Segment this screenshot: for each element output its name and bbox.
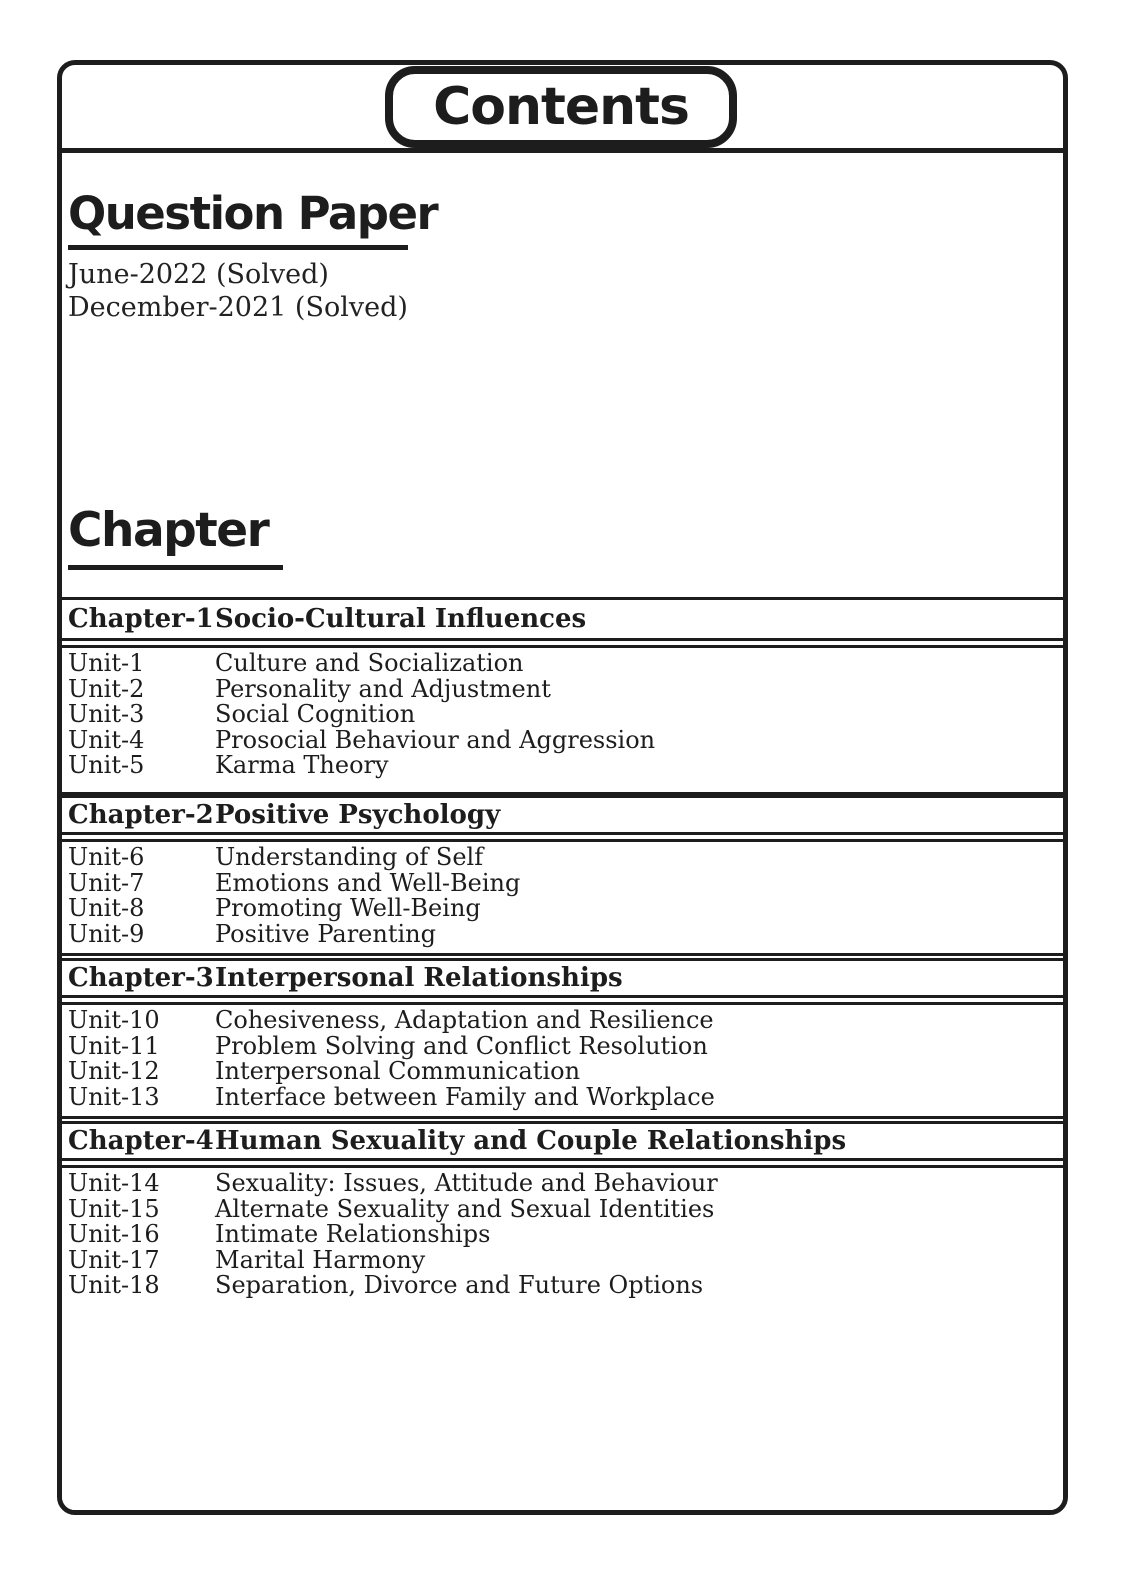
unit-title: Separation, Divorce and Future Options: [215, 1271, 704, 1300]
header-divider: [57, 148, 1068, 153]
unit-row: [68, 1171, 1065, 1197]
unit-title: Marital Harmony: [215, 1245, 426, 1274]
unit-title: Prosocial Behaviour and Aggression: [215, 725, 656, 754]
chapter-header-row: [57, 795, 1068, 835]
unit-group: [57, 839, 1068, 956]
unit-title: Emotions and Well-Being: [215, 868, 521, 897]
unit-label: Unit-18: [68, 1271, 160, 1300]
unit-title: Interpersonal Communication: [215, 1057, 581, 1086]
chapter-header-row: [57, 958, 1068, 998]
question-paper-underline: [68, 245, 408, 250]
chapter-heading: Chapter: [68, 503, 269, 558]
unit-title: Alternate Sexuality and Sexual Identities: [215, 1194, 715, 1223]
unit-row: [68, 1194, 1065, 1223]
chapter-header-row: [57, 1121, 1068, 1161]
unit-group: [57, 645, 1068, 795]
question-paper-list: [68, 258, 408, 324]
unit-row: [68, 651, 1065, 677]
chapter-label: Chapter-3: [68, 963, 214, 993]
unit-title: Sexuality: Issues, Attitude and Behaviour: [215, 1169, 718, 1197]
unit-label: Unit-8: [68, 894, 145, 923]
unit-row: [68, 845, 1065, 871]
unit-title: Positive Parenting: [215, 919, 436, 948]
page-title: Contents: [433, 77, 689, 137]
unit-label: Unit-14: [68, 1169, 160, 1197]
contents-badge: [385, 66, 737, 148]
unit-title: Social Cognition: [215, 700, 416, 729]
chapter-underline: [68, 565, 283, 570]
unit-label: Unit-12: [68, 1057, 160, 1086]
unit-title: Promoting Well-Being: [215, 894, 481, 923]
chapter-title: Human Sexuality and Couple Relationships: [215, 1126, 847, 1156]
unit-label: Unit-1: [68, 649, 145, 677]
unit-label: Unit-5: [68, 751, 145, 780]
unit-row: [68, 868, 1065, 897]
unit-label: Unit-9: [68, 919, 145, 948]
question-paper-item: June-2022 (Solved): [68, 259, 329, 290]
unit-label: Unit-3: [68, 700, 145, 729]
unit-row: [68, 725, 1065, 754]
unit-label: Unit-13: [68, 1082, 160, 1111]
unit-title: Culture and Socialization: [215, 649, 524, 677]
unit-group: [57, 1002, 1068, 1119]
unit-title: Cohesiveness, Adaptation and Resilience: [215, 1006, 714, 1034]
unit-label: Unit-6: [68, 843, 145, 871]
chapter-label: Chapter-1: [68, 604, 214, 634]
unit-title: Problem Solving and Conflict Resolution: [215, 1031, 708, 1060]
unit-label: Unit-16: [68, 1220, 160, 1249]
unit-row: [68, 919, 1065, 948]
question-paper-item: December-2021 (Solved): [68, 292, 408, 323]
unit-label: Unit-10: [68, 1006, 160, 1034]
unit-row: [68, 674, 1065, 703]
chapter-title: Interpersonal Relationships: [215, 963, 623, 993]
unit-row: [68, 896, 1065, 922]
unit-title: Understanding of Self: [215, 843, 484, 871]
unit-title: Interface between Family and Workplace: [215, 1082, 715, 1111]
unit-row: [68, 1031, 1065, 1060]
chapter-title: Socio-Cultural Influences: [215, 604, 587, 634]
unit-label: Unit-15: [68, 1194, 160, 1223]
unit-row: [68, 702, 1065, 728]
chapter-label: Chapter-4: [68, 1126, 214, 1156]
unit-row: [68, 1273, 1065, 1299]
unit-row: [68, 1222, 1065, 1248]
question-paper-heading: Question Paper: [68, 187, 438, 240]
unit-title: Intimate Relationships: [215, 1220, 491, 1249]
chapter-title: Positive Psychology: [215, 800, 501, 830]
chapter-header-row: [57, 597, 1068, 641]
unit-group: [57, 1165, 1068, 1510]
unit-title: Personality and Adjustment: [215, 674, 551, 703]
unit-row: [68, 1008, 1065, 1034]
unit-label: Unit-2: [68, 674, 145, 703]
unit-label: Unit-11: [68, 1031, 160, 1060]
unit-label: Unit-17: [68, 1245, 160, 1274]
unit-row: [68, 753, 1065, 779]
page-border-frame: [57, 60, 1068, 1515]
unit-label: Unit-7: [68, 868, 145, 897]
unit-label: Unit-4: [68, 725, 145, 754]
unit-row: [68, 1245, 1065, 1274]
unit-row: [68, 1059, 1065, 1085]
chapter-label: Chapter-2: [68, 800, 214, 830]
unit-title: Karma Theory: [215, 751, 389, 780]
unit-row: [68, 1082, 1065, 1111]
